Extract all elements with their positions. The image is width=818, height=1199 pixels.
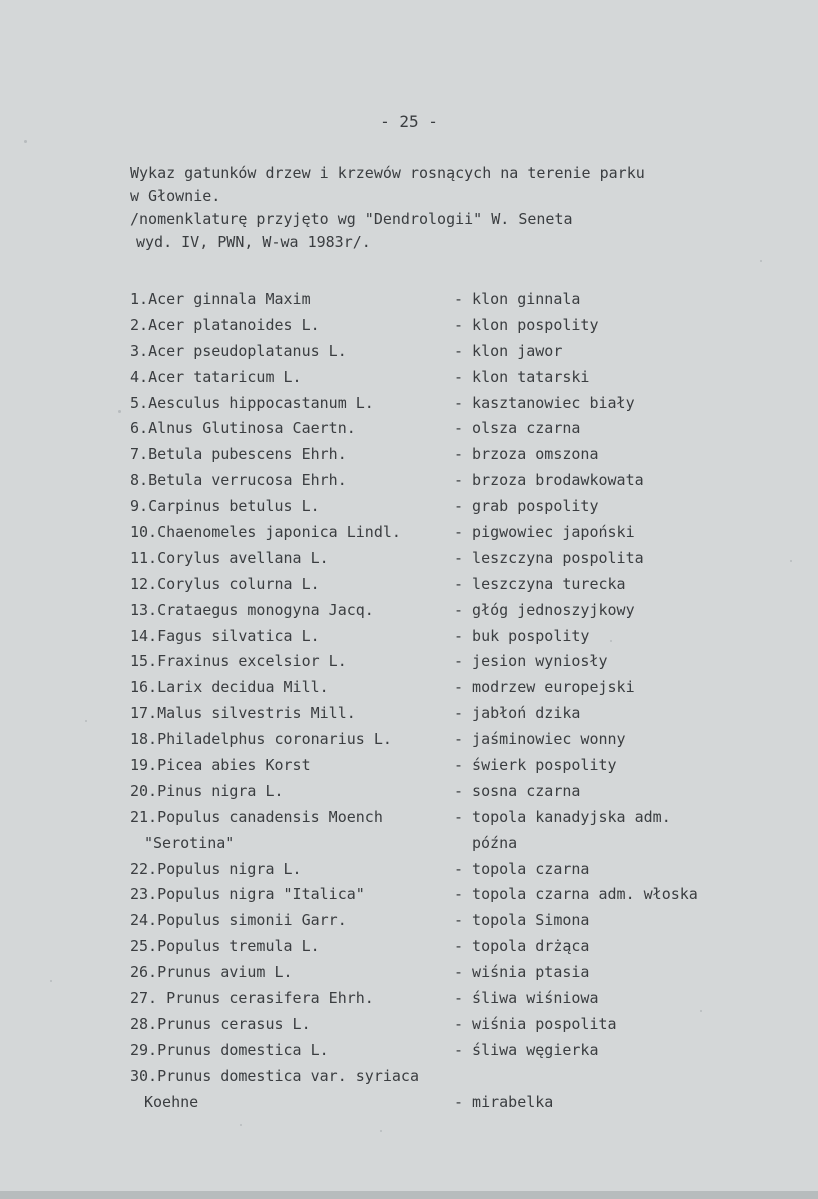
- list-item: [130, 937, 770, 963]
- species-number: 12.: [130, 574, 158, 593]
- paper-speck: [790, 560, 792, 562]
- species-latin-text: Alnus Glutinosa Caertn.: [148, 419, 356, 438]
- paper-speck: [700, 1010, 702, 1012]
- species-number: 28.: [130, 1014, 158, 1033]
- species-latin-name: [130, 808, 383, 826]
- species-latin-name: [130, 342, 347, 360]
- species-latin-text: Pinus nigra L.: [157, 781, 284, 800]
- species-latin-text: Fagus silvatica L.: [157, 626, 320, 645]
- species-number: 30.: [130, 1066, 158, 1085]
- species-latin-continuation: "Serotina": [144, 833, 235, 852]
- list-item: [130, 342, 770, 368]
- species-polish-name: - świerk pospolity: [454, 756, 617, 775]
- species-polish-name: - klon jawor: [454, 341, 563, 360]
- paper-speck: [118, 410, 121, 413]
- species-number: 6.: [130, 419, 149, 438]
- species-number: 29.: [130, 1040, 158, 1059]
- list-item: [130, 756, 770, 782]
- species-latin-text: Chaenomeles japonica Lindl.: [157, 523, 401, 542]
- species-latin-continuation: Koehne: [144, 1092, 199, 1111]
- species-number: 7.: [130, 445, 149, 464]
- list-item: [130, 782, 770, 808]
- species-latin-text: Fraxinus excelsior L.: [157, 652, 347, 671]
- species-polish-name: - olsza czarna: [454, 419, 581, 438]
- species-latin-name: [130, 989, 374, 1007]
- species-latin-text: Prunus avium L.: [157, 963, 293, 982]
- list-item: [130, 368, 770, 394]
- species-latin-text: Crataegus monogyna Jacq.: [157, 600, 374, 619]
- species-latin-name: [130, 782, 284, 800]
- species-latin-text: Populus simonii Garr.: [157, 911, 347, 930]
- species-latin-name: [130, 911, 347, 929]
- species-latin-name: [130, 419, 356, 437]
- list-item: [130, 290, 770, 316]
- species-list: [130, 290, 770, 1119]
- species-latin-text: Malus silvestris Mill.: [157, 704, 356, 723]
- species-latin-text: Populus tremula L.: [157, 937, 320, 956]
- species-polish-name: - topola drżąca: [454, 937, 590, 956]
- species-latin-name: [130, 730, 392, 748]
- list-item: [130, 419, 770, 445]
- species-polish-name: - śliwa wiśniowa: [454, 989, 599, 1008]
- list-item-continuation: [130, 1093, 770, 1119]
- species-number: 11.: [130, 548, 158, 567]
- list-item: [130, 575, 770, 601]
- list-item: [130, 911, 770, 937]
- species-latin-text: Corylus colurna L.: [157, 574, 320, 593]
- species-polish-name: - topola kanadyjska adm.: [454, 807, 671, 826]
- species-latin-name: [130, 316, 320, 334]
- species-polish-name: - klon pospolity: [454, 315, 599, 334]
- species-number: 25.: [130, 937, 158, 956]
- list-item: [130, 1067, 770, 1093]
- species-polish-name: - jaśminowiec wonny: [454, 730, 626, 749]
- species-latin-name: [130, 497, 320, 515]
- list-item: [130, 445, 770, 471]
- species-latin-name: [130, 1041, 329, 1059]
- intro-line: Wykaz gatunków drzew i krzewów rosnących na terenie parku: [130, 164, 645, 182]
- list-item: [130, 730, 770, 756]
- species-number: 13.: [130, 600, 158, 619]
- species-polish-name: - klon tatarski: [454, 367, 590, 386]
- species-polish-name: - wiśnia ptasia: [454, 963, 590, 982]
- species-latin-text: Prunus domestica L.: [157, 1040, 329, 1059]
- species-latin-name: [130, 575, 320, 593]
- species-polish-name: - wiśnia pospolita: [454, 1014, 617, 1033]
- species-latin-name: [130, 1015, 311, 1033]
- species-latin-name: [130, 1067, 419, 1085]
- species-polish-name: - brzoza brodawkowata: [454, 471, 644, 490]
- paper-speck: [380, 1130, 382, 1132]
- paper-speck: [760, 260, 762, 262]
- list-item: [130, 523, 770, 549]
- species-latin-name: [130, 885, 365, 903]
- species-polish-name: - głóg jednoszyjkowy: [454, 600, 635, 619]
- species-latin-name: [130, 756, 311, 774]
- species-latin-name: [130, 678, 329, 696]
- list-item: [130, 601, 770, 627]
- species-latin-text: Acer pseudoplatanus L.: [148, 341, 347, 360]
- paper-speck: [24, 140, 27, 143]
- species-polish-name: - leszczyna turecka: [454, 574, 626, 593]
- intro-line: w Głownie.: [130, 187, 221, 205]
- species-latin-name: [130, 523, 401, 541]
- species-latin-text: Picea abies Korst: [157, 756, 311, 775]
- list-item: [130, 549, 770, 575]
- page-number: - 25 -: [380, 112, 438, 131]
- list-item: [130, 963, 770, 989]
- species-polish-name: - topola Simona: [454, 911, 590, 930]
- species-latin-text: Betula pubescens Ehrh.: [148, 445, 347, 464]
- species-polish-name: - śliwa węgierka: [454, 1040, 599, 1059]
- intro-line: wyd. IV, PWN, W-wa 1983r/.: [136, 233, 371, 251]
- species-latin-name: [130, 445, 347, 463]
- species-polish-name: - buk pospolity: [454, 626, 590, 645]
- species-polish-name: - modrzew europejski: [454, 678, 635, 697]
- species-latin-name: [130, 704, 356, 722]
- species-number: 23.: [130, 885, 158, 904]
- species-latin-name: [130, 860, 302, 878]
- species-polish-name: - brzoza omszona: [454, 445, 599, 464]
- species-latin-text: Acer platanoides L.: [148, 315, 320, 334]
- list-item: [130, 704, 770, 730]
- species-polish-name: - leszczyna pospolita: [454, 548, 644, 567]
- list-item: [130, 860, 770, 886]
- list-item: [130, 1015, 770, 1041]
- species-latin-text: Corylus avellana L.: [157, 548, 329, 567]
- list-item: [130, 627, 770, 653]
- species-number: 26.: [130, 963, 158, 982]
- species-polish-name: - topola czarna adm. włoska: [454, 885, 698, 904]
- list-item: [130, 885, 770, 911]
- species-number: 9.: [130, 497, 149, 516]
- list-item: [130, 471, 770, 497]
- species-latin-text: Aesculus hippocastanum L.: [148, 393, 374, 412]
- intro-block: [130, 162, 770, 254]
- species-number: 1.: [130, 290, 149, 308]
- species-latin-name: [130, 937, 320, 955]
- paper-speck: [85, 720, 87, 722]
- species-polish-name: - klon ginnala: [454, 290, 581, 308]
- species-latin-text: Betula verrucosa Ehrh.: [148, 471, 347, 490]
- species-number: 24.: [130, 911, 158, 930]
- species-latin-name: [130, 601, 374, 619]
- species-latin-text: Populus canadensis Moench: [157, 807, 383, 826]
- species-latin-text: Prunus cerasus L.: [157, 1014, 311, 1033]
- species-latin-name: [130, 627, 320, 645]
- species-number: 16.: [130, 678, 158, 697]
- species-polish-name: - sosna czarna: [454, 781, 581, 800]
- species-polish-name: - pigwowiec japoński: [454, 523, 635, 542]
- list-item: [130, 316, 770, 342]
- paper-speck: [50, 980, 52, 982]
- species-latin-text: Populus nigra "Italica": [157, 885, 365, 904]
- species-number: 4.: [130, 367, 149, 386]
- intro-line: /nomenklaturę przyjęto wg "Dendrologii" W. Seneta: [130, 210, 573, 228]
- species-polish-name: - grab pospolity: [454, 497, 599, 516]
- species-latin-text: Prunus domestica var. syriaca: [157, 1066, 419, 1085]
- list-item-continuation: [130, 834, 770, 860]
- species-polish-name: - topola czarna: [454, 859, 590, 878]
- species-number: 10.: [130, 523, 158, 542]
- species-latin-text: Philadelphus coronarius L.: [157, 730, 392, 749]
- list-item: [130, 808, 770, 834]
- page-edge: [0, 1191, 818, 1199]
- species-number: 22.: [130, 859, 158, 878]
- species-latin-text: Prunus cerasifera Ehrh.: [157, 989, 374, 1008]
- species-number: 3.: [130, 341, 149, 360]
- species-number: 5.: [130, 393, 149, 412]
- species-latin-text: Carpinus betulus L.: [148, 497, 320, 516]
- species-number: 21.: [130, 807, 158, 826]
- list-item: [130, 652, 770, 678]
- species-latin-name: [130, 290, 311, 308]
- paper-speck: [610, 640, 612, 642]
- species-number: 2.: [130, 315, 149, 334]
- species-number: 19.: [130, 756, 158, 775]
- list-item: [130, 678, 770, 704]
- species-number: 14.: [130, 626, 158, 645]
- species-latin-text: Acer tataricum L.: [148, 367, 302, 386]
- species-polish-continuation: późna: [472, 833, 518, 852]
- species-number: 15.: [130, 652, 158, 671]
- species-latin-name: [130, 394, 374, 412]
- species-latin-text: Populus nigra L.: [157, 859, 302, 878]
- species-latin-name: [130, 368, 302, 386]
- species-number: 18.: [130, 730, 158, 749]
- species-polish-continuation: - mirabelka: [454, 1092, 554, 1111]
- species-polish-name: - jabłoń dzika: [454, 704, 581, 723]
- species-number: 27.: [130, 989, 158, 1008]
- list-item: [130, 394, 770, 420]
- species-number: 17.: [130, 704, 158, 723]
- species-latin-name: [130, 963, 293, 981]
- species-polish-name: - jesion wyniosły: [454, 652, 608, 671]
- list-item: [130, 1041, 770, 1067]
- species-latin-name: [130, 652, 347, 670]
- species-number: 8.: [130, 471, 149, 490]
- species-latin-text: Acer ginnala Maxim: [148, 290, 311, 308]
- species-latin-text: Larix decidua Mill.: [157, 678, 329, 697]
- paper-speck: [240, 1124, 242, 1126]
- list-item: [130, 989, 770, 1015]
- species-polish-name: - kasztanowiec biały: [454, 393, 635, 412]
- species-latin-name: [130, 549, 329, 567]
- list-item: [130, 497, 770, 523]
- species-number: 20.: [130, 781, 158, 800]
- species-latin-name: [130, 471, 347, 489]
